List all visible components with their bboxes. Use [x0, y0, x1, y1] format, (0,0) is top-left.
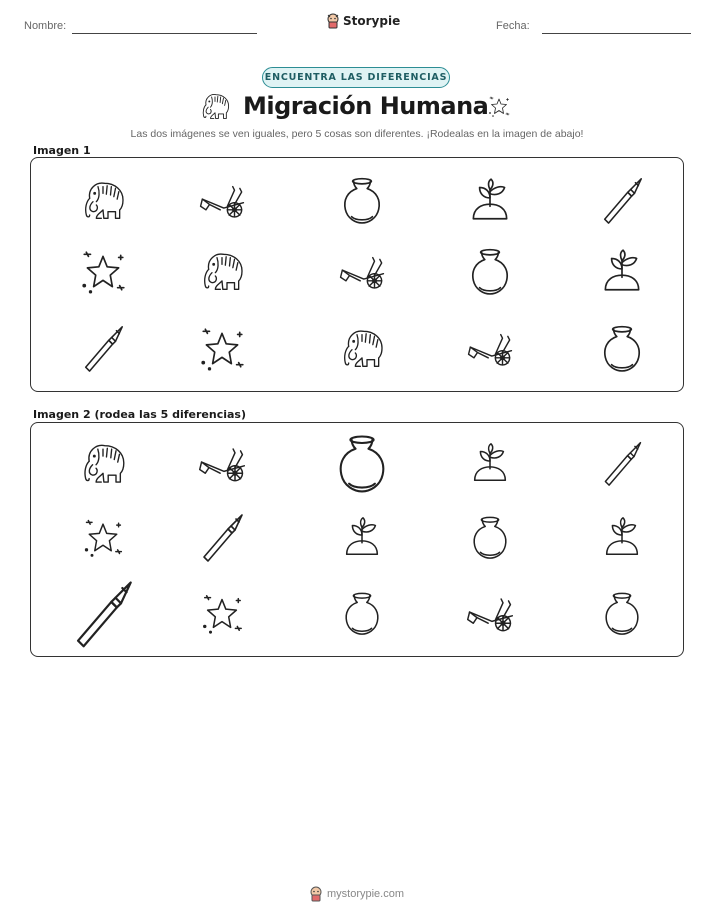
name-line[interactable] — [72, 33, 257, 34]
plow-icon[interactable] — [196, 437, 248, 489]
stars-icon[interactable] — [199, 590, 245, 636]
footer — [309, 886, 404, 902]
plow-icon[interactable] — [464, 587, 516, 639]
vase-icon — [337, 175, 387, 225]
spear-icon[interactable] — [196, 511, 248, 563]
brand-name: Storypie — [343, 14, 401, 28]
mammoth-icon — [198, 90, 232, 122]
mammoth-icon — [337, 323, 387, 373]
mammoth-icon — [78, 175, 128, 225]
sprout-icon — [465, 175, 515, 225]
vase-icon[interactable] — [467, 514, 513, 560]
brand-logo — [326, 13, 400, 29]
sprout-icon — [597, 246, 647, 296]
sprout-icon[interactable] — [599, 514, 645, 560]
spear-icon[interactable] — [598, 439, 646, 487]
storypie-mascot-icon — [309, 886, 323, 902]
stars-icon — [197, 323, 247, 373]
spear-icon[interactable] — [67, 577, 139, 649]
activity-badge: ENCUENTRA LAS DIFERENCIAS — [262, 67, 450, 88]
storypie-mascot-icon — [326, 13, 340, 29]
vase-icon — [465, 246, 515, 296]
date-line[interactable] — [542, 33, 691, 34]
plow-icon — [197, 175, 247, 225]
image1-label: Imagen 1 — [33, 144, 91, 157]
sprout-icon[interactable] — [339, 514, 385, 560]
stars-icon[interactable] — [81, 515, 125, 559]
instructions: Las dos imágenes se ven iguales, pero 5 cosas son diferentes. ¡Rodealas en la imagen de abajo! — [130, 128, 584, 140]
name-label: Nombre: — [24, 20, 67, 32]
mammoth-icon[interactable] — [77, 437, 129, 489]
vase-icon[interactable] — [599, 590, 645, 636]
image2-label: Imagen 2 (rodea las 5 diferencias) — [33, 408, 247, 421]
spear-icon — [597, 175, 647, 225]
date-label: Fecha: — [496, 20, 530, 32]
vase-icon — [597, 323, 647, 373]
sprout-icon[interactable] — [467, 440, 513, 486]
mammoth-icon — [197, 246, 247, 296]
stars-icon — [486, 94, 512, 118]
vase-icon[interactable] — [339, 590, 385, 636]
plow-icon — [337, 246, 387, 296]
plow-icon — [465, 323, 515, 373]
stars-icon — [78, 246, 128, 296]
page-title: Migración Humana — [243, 92, 489, 120]
footer-url: mystorypie.com — [327, 888, 405, 900]
spear-icon — [78, 323, 128, 373]
vase-icon[interactable] — [331, 432, 393, 494]
